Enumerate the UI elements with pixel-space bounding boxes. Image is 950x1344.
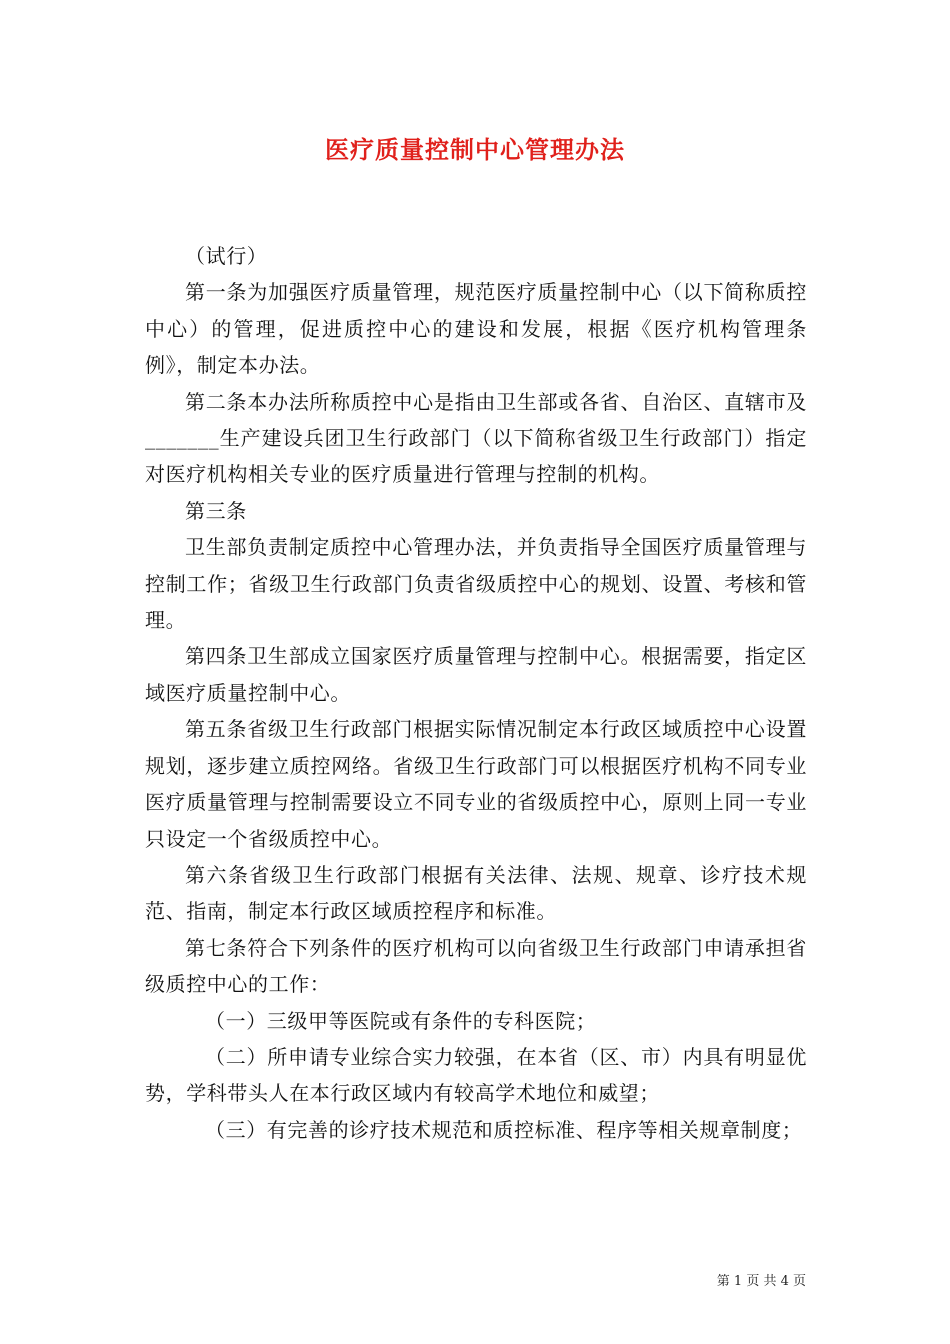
paragraph-article-6: 第六条省级卫生行政部门根据有关法律、法规、规章、诊疗技术规范、指南，制定本行政区域质控程序和标准。: [145, 862, 807, 924]
paragraph-article-4: 第四条卫生部成立国家医疗质量管理与控制中心。根据需要，指定区域医疗质量控制中心。: [145, 644, 807, 705]
paragraph-article-5: 第五条省级卫生行政部门根据实际情况制定本行政区域质控中心设置规划，逐步建立质控网络。省级卫生行政部门可以根据医疗机构不同专业医疗质量管理与控制需要设立不同专业的省级质控中心，原则上同一专业只设定一个省级质控中心。: [145, 717, 807, 851]
paragraph-item-3: （三）有完善的诊疗技术规范和质控标准、程序等相关规章制度；: [205, 1117, 803, 1142]
paragraph-article-2: 第二条本办法所称质控中心是指由卫生部或各省、自治区、直辖市及_______生产建设兵团卫生行政部门（以下简称省级卫生行政部门）指定对医疗机构相关专业的医疗质量进行管理与控制的机构。: [145, 389, 807, 487]
paragraph-article-7: 第七条符合下列条件的医疗机构可以向省级卫生行政部门申请承担省级质控中心的工作：: [145, 935, 807, 997]
paragraph-subtitle: （试行）: [185, 244, 268, 268]
page-number: 第 1 页 共 4 页: [716, 1274, 806, 1289]
document-title: 医疗质量控制中心管理办法: [325, 135, 625, 164]
paragraph-article-3-body: 卫生部负责制定质控中心管理办法，并负责指导全国医疗质量管理与控制工作；省级卫生行政部门负责省级质控中心的规划、设置、考核和管理。: [145, 535, 807, 633]
paragraph-item-1: （一）三级甲等医院或有条件的专科医院；: [205, 1008, 597, 1033]
paragraph-article-1: 第一条为加强医疗质量管理，规范医疗质量控制中心（以下简称质控中心）的管理，促进质控中心的建设和发展，根据《医疗机构管理条例》，制定本办法。: [145, 280, 807, 378]
document-body: [145, 238, 807, 1148]
paragraph-article-3-heading: 第三条: [185, 498, 247, 523]
paragraph-item-2: （二）所申请专业综合实力较强，在本省（区、市）内具有明显优势，学科带头人在本行政区域内有较高学术地位和威望；: [145, 1044, 807, 1106]
